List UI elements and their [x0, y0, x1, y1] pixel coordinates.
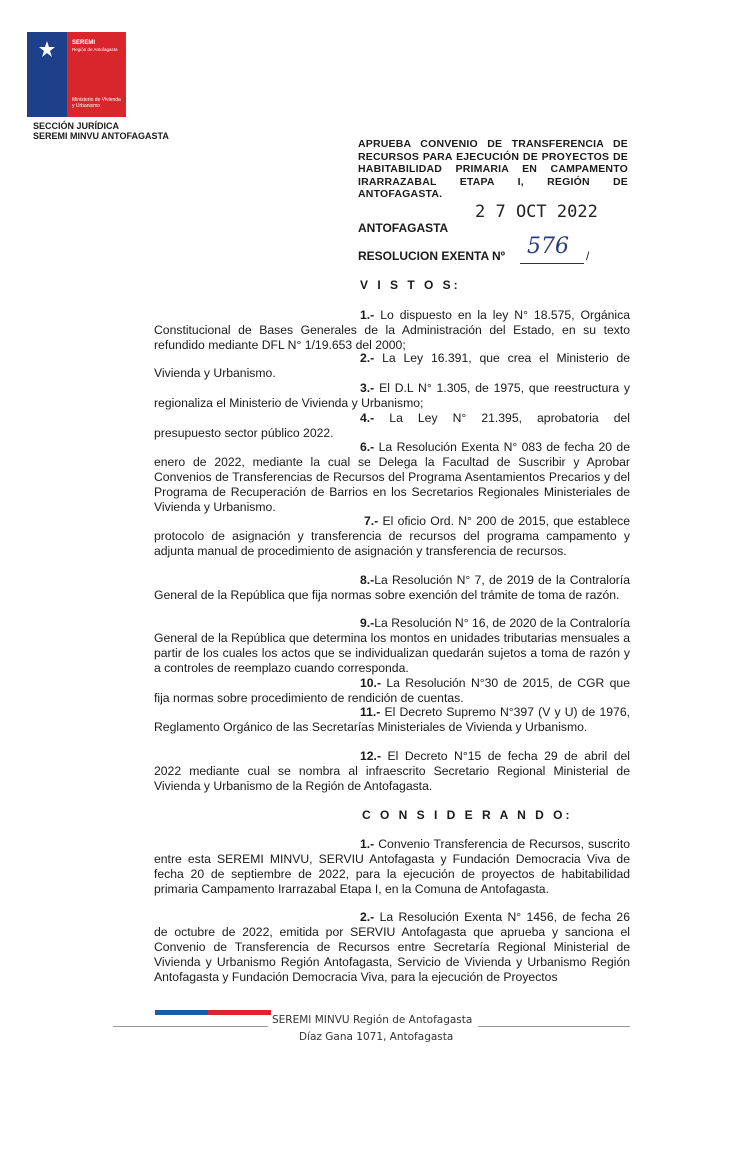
resolution-number: 576: [527, 234, 569, 259]
seremi-logo: SEREMI Región de Antofagasta Ministerio de Vivienda y Urbanismo: [27, 32, 126, 117]
visto-item: 1.- Lo dispuesto en la ley N° 18.575, Orgánica Constitucional de Bases Generales de la Administración del Estado, en su texto refundido mediante DFL N° 1/19.653 del 2000;: [154, 308, 630, 352]
footer-office: SEREMI MINVU Región de Antofagasta: [272, 1014, 473, 1026]
visto-item: 6.- La Resolución Exenta N° 083 de fecha 20 de enero de 2022, mediante la cual se Delega la Facultad de Suscribir y Aprobar Convenios de Transferencias de Recursos del Programa Asentamientos Precarios y del Programa de Recuperación de Barrios en los Secretarios Regionales Ministeriales de Vivienda y Urbanismo.: [154, 440, 630, 514]
coat-of-arms-icon: [37, 40, 57, 60]
office-label: SEREMI MINVU ANTOFAGASTA: [33, 131, 169, 141]
considerando-item: 2.- La Resolución Exenta N° 1456, de fecha 26 de octubre de 2022, emitida por SERVIU Antofagasta que aprueba y sanciona el Convenio de Transferencia de Recursos entre Secretaría Regional Ministerial de Vivienda y Urbanismo Región Antofagasta, Servicio de Vivienda y Urbanismo Región Antofagasta y Fundación Democracia Viva, para la ejecución de Proyectos: [154, 910, 630, 984]
visto-item: 8.-La Resolución N° 7, de 2019 de la Contraloría General de la República que fija normas sobre exención del trámite de toma de razón.: [154, 573, 630, 602]
vistos-heading: V I S T O S:: [360, 278, 461, 292]
city-label: ANTOFAGASTA: [358, 221, 449, 235]
visto-item: 12.- El Decreto N°15 de fecha 29 de abril del 2022 mediante cual se nombra al infraescrito Secretario Regional Ministerial de Vivienda y Urbanismo de la Región de Antofagasta.: [154, 749, 630, 793]
resolution-label: RESOLUCION EXENTA Nº: [358, 249, 506, 263]
visto-item: 4.- La Ley N° 21.395, aprobatoria del presupuesto sector público 2022.: [154, 411, 631, 440]
visto-item: 9.-La Resolución N° 16, de 2020 de la Contraloría General de la República que determina los montos en unidades tributarias mensuales a partir de los cuales los actos que se individualizan quedarán sujetos a toma de razón y a controles de reemplazo cuando corresponda.: [154, 616, 630, 675]
footer-bar-red: [208, 1010, 271, 1015]
footer-bar-blue: [155, 1010, 208, 1015]
visto-item: 7.- El oficio Ord. N° 200 de 2015, que establece protocolo de asignación y transferencia de recursos del programa campamento y adjunta manual de procedimiento de asignación y transferencia de recursos.: [154, 514, 630, 558]
footer-address: Díaz Gana 1071, Antofagasta: [299, 1031, 454, 1043]
considerando-item: 1.- Convenio Transferencia de Recursos, suscrito entre esta SEREMI MINVU, SERVIU Antofagasta y Fundación Democracia Viva de fecha 20 de septiembre de 2022, para la ejecución de proyectos de habitabilidad primaria Campamento Irarrazabal Etapa I, en la Comuna de Antofagasta.: [154, 837, 630, 896]
visto-item: 2.- La Ley 16.391, que crea el Ministerio de Vivienda y Urbanismo.: [154, 351, 630, 380]
section-label: SECCIÓN JURÍDICA: [33, 121, 120, 131]
visto-item: 10.- La Resolución N°30 de 2015, de CGR que fija normas sobre procedimiento de rendición de cuentas.: [154, 676, 630, 705]
visto-item: 11.- El Decreto Supremo N°397 (V y U) de 1976, Reglamento Orgánico de las Secretarías Ministeriales de Vivienda y Urbanismo.: [154, 705, 630, 734]
signature-underline: [520, 263, 584, 264]
visto-item: 3.- El D.L N° 1.305, de 1975, que reestructura y regionaliza el Ministerio de Vivienda y Urbanismo;: [154, 381, 630, 410]
considerando-heading: C O N S I D E R A N D O:: [362, 808, 573, 822]
date-stamp: 2 7 OCT 2022: [475, 202, 598, 222]
document-title: APRUEBA CONVENIO DE TRANSFERENCIA DE RECURSOS PARA EJECUCIÓN DE PROYECTOS DE HABITABILIDAD PRIMARIA EN CAMPAMENTO IRARRAZABAL ETAPA I, REGIÓN DE ANTOFAGASTA.: [358, 138, 628, 200]
